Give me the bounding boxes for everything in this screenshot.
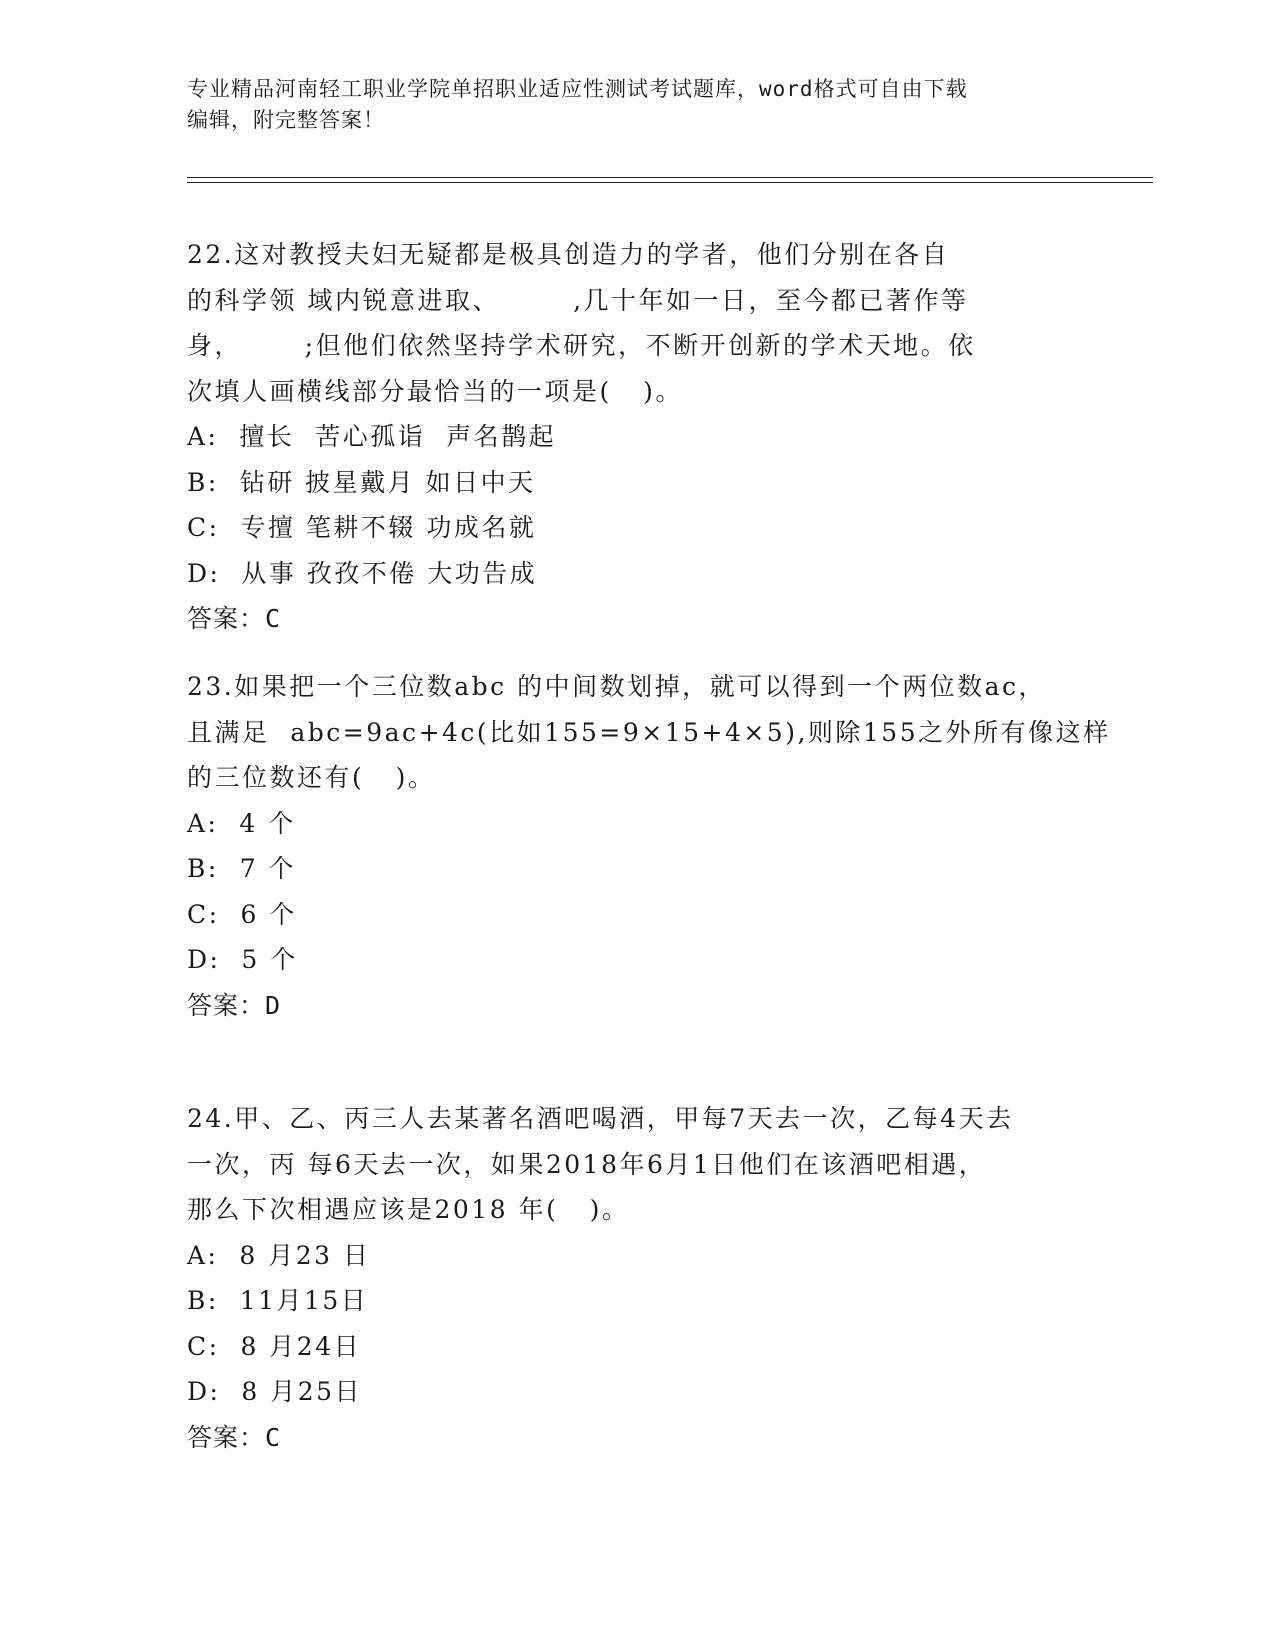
option-d: D: 从事 孜孜不倦 大功告成 bbox=[187, 558, 538, 588]
question-24 bbox=[187, 1096, 1087, 1460]
answer-line: 答案：C bbox=[187, 1422, 282, 1452]
header-divider-bottom bbox=[187, 182, 1153, 183]
question-stem-line: 次填人画横线部分最恰当的一项是( )。 bbox=[187, 376, 683, 406]
header-divider-top bbox=[187, 177, 1153, 178]
option-c: C: 专擅 笔耕不辍 功成名就 bbox=[187, 513, 537, 542]
answer-line: 答案：C bbox=[187, 604, 282, 633]
header-line-1: 专业精品河南轻工职业学院单招职业适应性测试考试题库，word格式可自由下载 bbox=[187, 77, 968, 101]
option-b: B: 钻研 披星戴月 如日中天 bbox=[187, 467, 536, 497]
option-a: A: 擅长 苦心孤诣 声名鹊起 bbox=[187, 422, 557, 451]
option-a: A: 8 月23 日 bbox=[187, 1240, 371, 1270]
question-22 bbox=[187, 232, 1087, 642]
question-stem-line: 且满足 abc=9ac+4c(比如155=9×15+4×5),则除155之外所有像这样 bbox=[187, 717, 1111, 747]
question-23 bbox=[187, 664, 1111, 1028]
option-b: B: 7 个 bbox=[187, 854, 297, 883]
question-stem-line: 23.如果把一个三位数abc 的中间数划掉，就可以得到一个两位数ac， bbox=[187, 672, 1047, 701]
question-stem-line: 24.甲、乙、丙三人去某著名酒吧喝酒，甲每7天去一次，乙每4天去 bbox=[187, 1104, 1014, 1133]
option-a: A: 4 个 bbox=[187, 808, 296, 838]
question-stem-line: 的三位数还有( )。 bbox=[187, 763, 436, 792]
question-stem-line: 身， ;但他们依然坚持学术研究，不断开创新的学术天地。依 bbox=[187, 331, 976, 360]
question-stem-line: 一次，丙 每6天去一次，如果2018年6月1日他们在该酒吧相遇， bbox=[187, 1149, 987, 1179]
option-d: D: 5 个 bbox=[187, 945, 298, 974]
question-stem-line: 那么下次相遇应该是2018 年( )。 bbox=[187, 1195, 630, 1224]
page-header bbox=[187, 74, 1087, 136]
option-c: C: 6 个 bbox=[187, 899, 297, 929]
option-d: D: 8 月25日 bbox=[187, 1377, 363, 1406]
answer-line: 答案：D bbox=[187, 990, 282, 1020]
question-stem-line: 22.这对教授夫妇无疑都是极具创造力的学者，他们分别在各自 bbox=[187, 240, 950, 269]
header-line-2: 编辑，附完整答案！ bbox=[187, 108, 385, 132]
question-stem-line: 的科学领 域内锐意进取、 ,几十年如一日，至今都已著作等 bbox=[187, 285, 969, 315]
option-b: B: 11月15日 bbox=[187, 1286, 369, 1315]
option-c: C: 8 月24日 bbox=[187, 1331, 362, 1361]
